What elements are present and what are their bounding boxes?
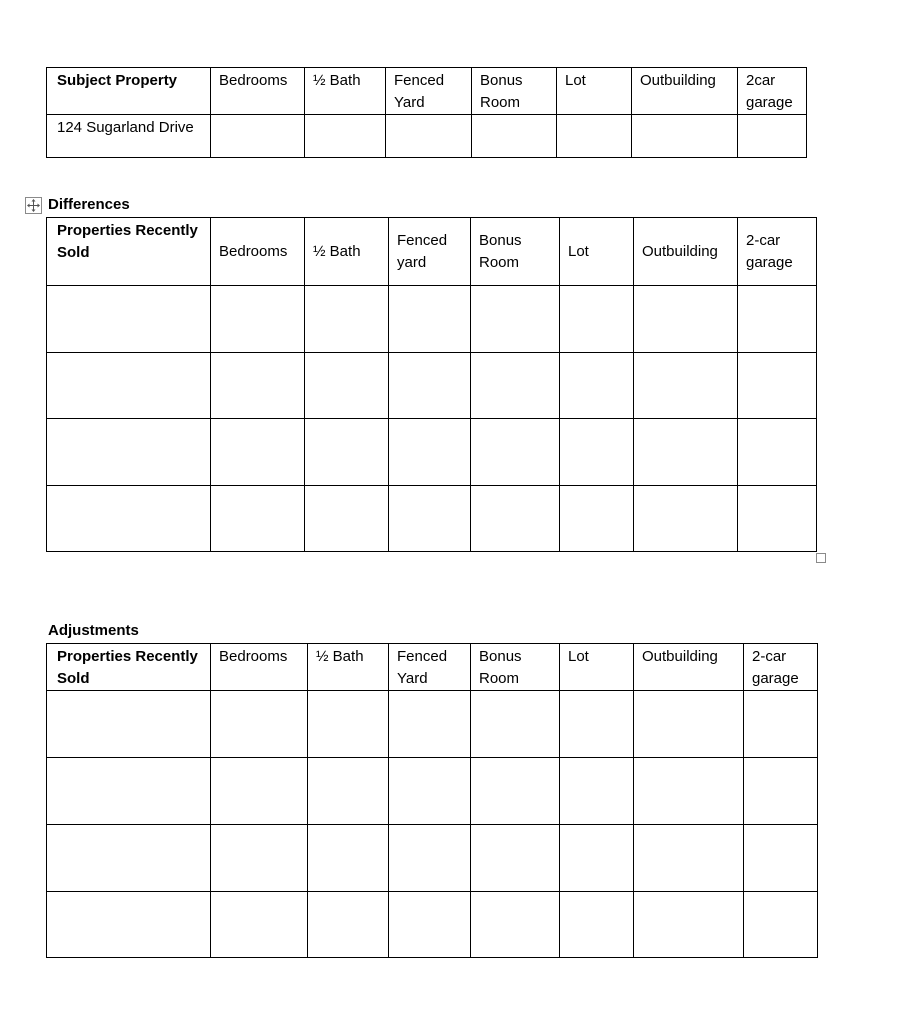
header-row — [47, 68, 807, 115]
table-cell[interactable] — [211, 825, 308, 892]
table-cell[interactable] — [560, 286, 634, 353]
subject-property-table — [46, 67, 807, 158]
table-cell[interactable] — [305, 353, 389, 419]
table-cell[interactable] — [472, 115, 557, 158]
table-cell[interactable] — [738, 419, 817, 486]
header-cell-2car-garage[interactable]: 2-car garage — [738, 218, 817, 286]
table-cell[interactable] — [211, 486, 305, 552]
table-cell[interactable] — [211, 286, 305, 353]
table-cell[interactable] — [389, 419, 471, 486]
table-cell[interactable] — [634, 353, 738, 419]
table-cell[interactable] — [560, 691, 634, 758]
table-cell[interactable] — [308, 758, 389, 825]
table-cell[interactable] — [560, 353, 634, 419]
header-row — [47, 218, 817, 286]
table-cell[interactable] — [471, 286, 560, 353]
header-cell-2car-garage[interactable]: 2-car garage — [744, 644, 818, 691]
header-cell-lot[interactable]: Lot — [560, 218, 634, 286]
header-cell-outbuilding[interactable]: Outbuilding — [634, 644, 744, 691]
table-cell[interactable] — [305, 286, 389, 353]
table-cell[interactable] — [308, 892, 389, 958]
table-cell[interactable] — [305, 115, 386, 158]
table-cell[interactable] — [47, 825, 211, 892]
header-cell-half-bath[interactable]: ½ Bath — [308, 644, 389, 691]
table-cell[interactable] — [308, 691, 389, 758]
table-cell[interactable] — [211, 758, 308, 825]
header-cell-2car-garage[interactable]: 2car garage — [738, 68, 807, 115]
header-row — [47, 644, 818, 691]
header-cell-fenced-yard[interactable]: Fenced yard — [389, 218, 471, 286]
table-cell[interactable] — [47, 691, 211, 758]
header-cell-bonus-room[interactable]: Bonus Room — [471, 644, 560, 691]
table-cell[interactable] — [471, 419, 560, 486]
table-cell[interactable] — [47, 486, 211, 552]
table-cell[interactable] — [634, 286, 738, 353]
table-row — [47, 892, 818, 958]
table-cell[interactable] — [471, 353, 560, 419]
table-cell[interactable] — [744, 892, 818, 958]
table-cell-address[interactable]: 124 Sugarland Drive — [47, 115, 211, 158]
table-cell[interactable] — [557, 115, 632, 158]
table-cell[interactable] — [47, 892, 211, 958]
header-cell-fenced-yard[interactable]: Fenced Yard — [386, 68, 472, 115]
header-cell-bonus-room[interactable]: Bonus Room — [471, 218, 560, 286]
header-cell-bedrooms[interactable]: Bedrooms — [211, 644, 308, 691]
header-cell-subject-property[interactable]: Subject Property — [47, 68, 211, 115]
table-cell[interactable] — [471, 486, 560, 552]
header-cell-bedrooms[interactable]: Bedrooms — [211, 68, 305, 115]
table-cell[interactable] — [471, 825, 560, 892]
table-cell[interactable] — [211, 691, 308, 758]
table-cell[interactable] — [634, 691, 744, 758]
table-cell[interactable] — [211, 892, 308, 958]
header-cell-lot[interactable]: Lot — [560, 644, 634, 691]
table-cell[interactable] — [744, 825, 818, 892]
header-cell-outbuilding[interactable]: Outbuilding — [632, 68, 738, 115]
header-cell-half-bath[interactable]: ½ Bath — [305, 218, 389, 286]
table-move-handle-icon[interactable] — [25, 197, 42, 214]
table-cell[interactable] — [305, 419, 389, 486]
table-cell[interactable] — [634, 419, 738, 486]
adjustments-table — [46, 643, 818, 958]
header-cell-lot[interactable]: Lot — [557, 68, 632, 115]
table-cell[interactable] — [738, 115, 807, 158]
header-cell-fenced-yard[interactable]: Fenced Yard — [389, 644, 471, 691]
table-cell[interactable] — [634, 825, 744, 892]
table-cell[interactable] — [47, 286, 211, 353]
differences-table — [46, 217, 817, 552]
table-cell[interactable] — [389, 486, 471, 552]
table-row — [47, 115, 807, 158]
differences-title: Differences — [48, 196, 130, 213]
table-cell[interactable] — [560, 486, 634, 552]
header-cell-half-bath[interactable]: ½ Bath — [305, 68, 386, 115]
table-cell[interactable] — [634, 758, 744, 825]
table-cell[interactable] — [560, 758, 634, 825]
table-cell[interactable] — [389, 691, 471, 758]
table-cell[interactable] — [47, 758, 211, 825]
header-cell-properties-recently-sold[interactable]: Properties Recently Sold — [47, 218, 211, 286]
table-cell[interactable] — [471, 758, 560, 825]
header-cell-outbuilding[interactable]: Outbuilding — [634, 218, 738, 286]
table-cell[interactable] — [47, 419, 211, 486]
table-row — [47, 758, 818, 825]
table-cell[interactable] — [471, 691, 560, 758]
table-cell[interactable] — [632, 115, 738, 158]
table-cell[interactable] — [634, 892, 744, 958]
table-cell[interactable] — [389, 353, 471, 419]
table-cell[interactable] — [560, 419, 634, 486]
table-cell[interactable] — [389, 286, 471, 353]
table-cell[interactable] — [738, 353, 817, 419]
table-row — [47, 353, 817, 419]
table-cell[interactable] — [389, 758, 471, 825]
table-cell[interactable] — [389, 825, 471, 892]
table-cell[interactable] — [47, 353, 211, 419]
table-cell[interactable] — [738, 286, 817, 353]
table-cell[interactable] — [744, 691, 818, 758]
adjustments-title: Adjustments — [48, 622, 139, 639]
table-cell[interactable] — [560, 892, 634, 958]
table-cell[interactable] — [386, 115, 472, 158]
table-row — [47, 486, 817, 552]
table-row — [47, 419, 817, 486]
table-cell[interactable] — [211, 115, 305, 158]
table-row — [47, 825, 818, 892]
header-cell-bedrooms[interactable]: Bedrooms — [211, 218, 305, 286]
table-cell[interactable] — [211, 419, 305, 486]
table-row — [47, 691, 818, 758]
table-cell[interactable] — [389, 892, 471, 958]
table-cell[interactable] — [471, 892, 560, 958]
table-cell[interactable] — [211, 353, 305, 419]
table-row — [47, 286, 817, 353]
header-cell-bonus-room[interactable]: Bonus Room — [472, 68, 557, 115]
table-cell[interactable] — [738, 486, 817, 552]
table-cell[interactable] — [308, 825, 389, 892]
table-cell[interactable] — [305, 486, 389, 552]
table-cell[interactable] — [744, 758, 818, 825]
table-cell[interactable] — [560, 825, 634, 892]
table-cell[interactable] — [634, 486, 738, 552]
header-cell-properties-recently-sold[interactable]: Properties Recently Sold — [47, 644, 211, 691]
table-resize-handle-icon[interactable] — [816, 553, 826, 563]
